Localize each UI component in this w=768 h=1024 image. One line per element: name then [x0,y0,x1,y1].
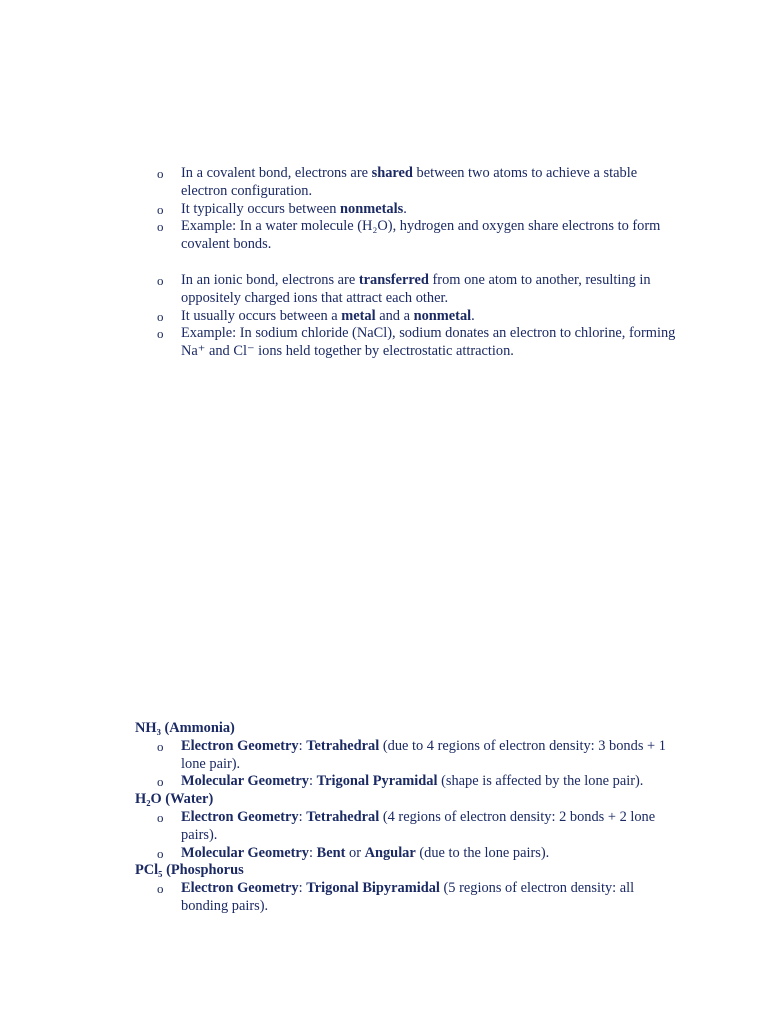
text-run: : [309,844,317,861]
list-item [0,201,681,219]
bold-text: Trigonal Bipyramidal [306,880,440,897]
text-run: (4 regions of electron density: 2 bonds + 2 lone pairs). [181,808,656,843]
text-run: (due to the lone pairs). [415,844,550,861]
bullet-icon: o [157,308,164,324]
text-run: and a [375,307,414,324]
bullet-icon: o [157,738,164,754]
text-run: Example: In a water molecule (H₂O), hydrogen and oxygen share electrons to form covalent bonds. [181,218,661,253]
text-run: : [309,773,317,790]
text-run: It typically occurs between [181,200,341,217]
list-item [0,272,681,308]
molecular-geometry-section [0,720,768,916]
bold-text: Molecular Geometry [181,844,309,861]
bullet-icon: o [157,166,164,181]
list-item [0,738,681,774]
bullet-icon: o [157,845,164,861]
bold-text: Tetrahedral [306,808,380,825]
text-run: In a covalent bond, electrons are [181,165,372,181]
bold-text: Angular [364,844,416,861]
text-run: : [298,737,307,754]
bold-text: transferred [358,272,429,288]
bold-text: shared [371,165,413,181]
molecule-heading: H₂O (Water) [135,791,214,808]
molecule-heading: NH₃ (Ammonia) [135,720,235,736]
text-run: In an ionic bond, electrons are [181,272,359,288]
bold-text: nonmetal [413,307,472,324]
text-run: from one atom to another, resulting in oppositely charged ions that attract each other. [181,272,651,306]
text-run: . [471,307,475,324]
bullet-icon: o [157,881,164,897]
text-run: (shape is affected by the lone pair). [437,773,644,790]
covalent-bond-list [0,165,768,254]
text-run: . [403,200,407,217]
bullet-icon: o [157,809,164,825]
text-run: : [298,808,307,825]
bullet-icon: o [157,273,164,288]
bold-text: Electron Geometry [181,737,299,754]
list-item [0,218,681,254]
bold-text: Electron Geometry [181,880,299,897]
bold-text: Molecular Geometry [181,773,309,790]
bold-text: metal [341,307,376,324]
list-item [0,325,681,361]
list-item [0,308,681,326]
bold-text: Tetrahedral [306,737,380,754]
list-item [0,165,681,201]
text-run: or [345,844,365,861]
bullet-icon: o [157,326,164,342]
bold-text: nonmetals [340,200,404,217]
ionic-bond-list [0,272,768,361]
molecule-heading: PCl₅ (Phosphorus [135,862,244,879]
list-item [0,809,681,845]
list-item [0,773,681,791]
bold-text: Trigonal Pyramidal [316,773,438,790]
bold-text: Electron Geometry [181,808,299,825]
bullet-icon: o [157,201,164,217]
text-run: (due to 4 regions of electron density: 3 bonds + 1 lone pair). [181,737,666,772]
bullet-icon: o [157,774,164,790]
list-item [0,845,681,863]
bullet-icon: o [157,219,164,235]
text-run: It usually occurs between a [181,307,342,324]
text-run: (5 regions of electron density: all bonding pairs). [181,880,635,914]
bold-text: Bent [316,844,346,861]
text-run: Example: In sodium chloride (NaCl), sodium donates an electron to chlorine, forming Na⁺ and Cl⁻ ions held together by electrostatic attraction. [181,325,676,360]
text-run: : [298,880,307,897]
text-run: between two atoms to achieve a stable electron configuration. [181,165,638,199]
list-item [0,880,681,916]
